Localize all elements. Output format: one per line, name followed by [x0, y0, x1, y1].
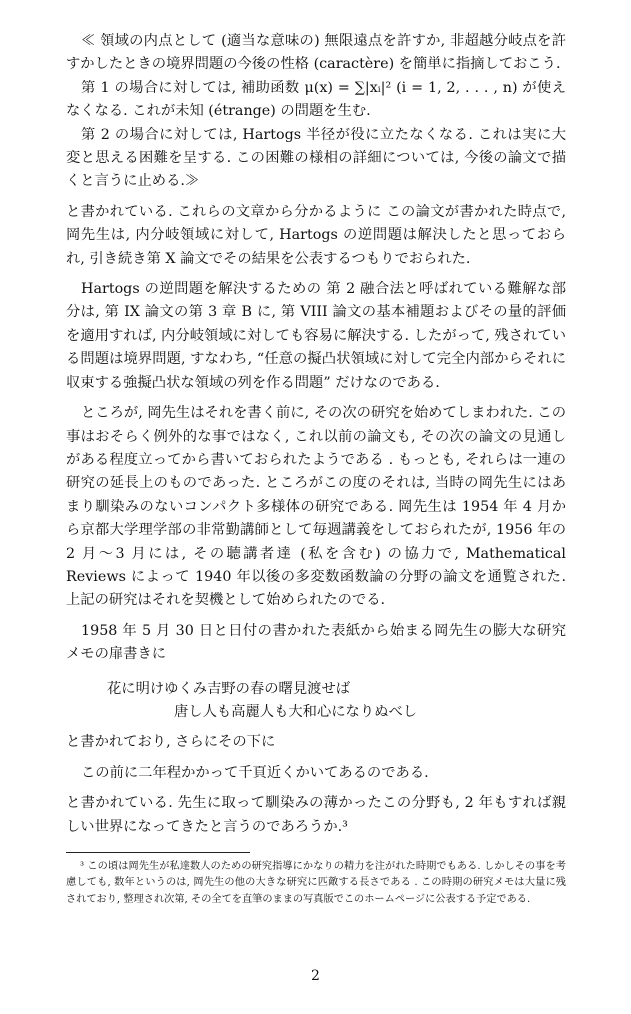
footnote-rule — [66, 852, 250, 853]
page-number: 2 — [311, 968, 320, 984]
body-paragraph-5: と書かれており, さらにその下に — [66, 734, 276, 751]
body-paragraph-3: ところが, 岡先生はそれを書く前に, その次の研究を始めてしまわれた. この事はおそらく例外的な事ではなく, これ以前の論文も, その次の論文の見通しがある程度立ってから書いておられたようである . もっとも, それらは一連の研究の延長上のものであった. ところがこの度のそれは, 当時の岡先生にはあまり馴染みのないコンパクト多様体の研究である. 岡先生は 1954 年 4 月から京都大学理学部の非常勤講師として毎週講義をしておられたが, 1956 年の 2 月〜3 月には, その聴講者達 (私を含む) の協力で, Mathematical Reviews によって 1940 年以後の多変数函数論の分野の論文を通覧された. 上記の研究はそれを契機として始められたのでる. — [66, 405, 566, 609]
memo-quote: この前に二年程かかって千頁近くかいてあるのである. — [81, 764, 429, 781]
body-paragraph-2: Hartogs の逆問題を解決するための 第 2 融合法と呼ばれている難解な部分は, 第 IX 論文の第 3 章 B に, 第 VIII 論文の基本補題およびその量的評価を適用すれば, 内分岐領域に対しても容易に解決する. したがって, 残されている問題は境界問題, すなわち, “任意の擬凸状領域に対して完全内部からそれに収束する強擬凸状な領域の列を作る問題” だけなのである. — [66, 281, 566, 391]
footnote: ³ この頃は岡先生が私達数人のための研究指導にかなりの精力を注がれた時期でもある. しかしその事を考慮しても, 数年というのは, 岡先生の他の大きな研究に匹敵する長さである . この時期の研究メモは大量に残されており, 整理され次第, その全てを直筆のままの写真版でこのホームページに公表する予定である. — [66, 861, 566, 905]
body-paragraph-6: と書かれている. 先生に取って馴染みの薄かったこの分野も, 2 年もすれば親しい世界になってきたと言うのであろうか.³ — [66, 795, 566, 835]
poem-line-2: 唐し人も高麗人も大和心になりぬべし — [174, 703, 418, 720]
quote-paragraph-2: 第 1 の場合に対しては, 補助函数 μ(x) = ∑|xᵢ|² (i = 1, 2, . . . , n) が使えなくなる. これが未知 (étrange) の問題を生む. — [66, 79, 566, 120]
poem-line-1: 花に明けゆくみ吉野の春の曙見渡せば — [107, 680, 351, 697]
quote-paragraph-1: ≪ 領域の内点として (適当な意味の) 無限遠点を許すか, 非超越分岐点を許すかしたときの境界問題の今後の性格 (caractère) を簡単に指摘しておこう. — [66, 33, 566, 73]
quote-paragraph-3: 第 2 の場合に対しては, Hartogs 半径が役に立たなくなる. これは実に大変と思える困難を呈する. この困難の様相の詳細については, 今後の論文で描くと言うに止める.≫ — [66, 126, 566, 190]
document-body — [66, 30, 566, 908]
body-paragraph-1: と書かれている. これらの文章から分かるように この論文が書かれた時点で, 岡先生は, 内分岐領域に対して, Hartogs の逆問題は解決したと思っておられ, 引き続き第 X 論文でその結果を公表するつもりでおられた. — [66, 203, 566, 267]
body-paragraph-4: 1958 年 5 月 30 日と日付の書かれた表紙から始まる岡先生の膨大な研究メモの扉書きに — [66, 622, 566, 663]
